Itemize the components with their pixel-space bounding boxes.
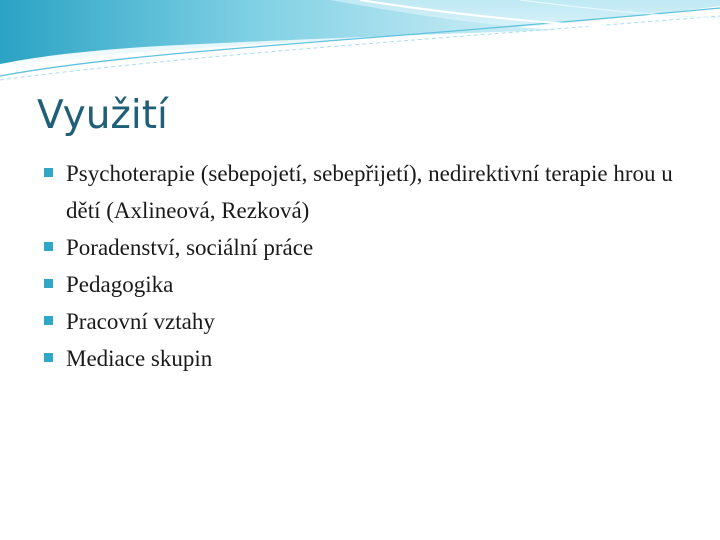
- list-item: [44, 155, 684, 229]
- list-item: [44, 340, 684, 377]
- square-bullet-icon: [44, 353, 53, 362]
- decorative-wave-banner: [0, 0, 720, 90]
- list-item-text: Mediace skupin: [66, 346, 213, 371]
- list-item: [44, 266, 684, 303]
- slide-title: Využití: [37, 93, 168, 138]
- list-item-text: Pedagogika: [66, 272, 174, 297]
- list-item: [44, 303, 684, 340]
- square-bullet-icon: [44, 168, 53, 177]
- list-item: [44, 229, 684, 266]
- square-bullet-icon: [44, 316, 53, 325]
- list-item-text: Psychoterapie (sebepojetí, sebepřijetí), nedirektivní terapie hrou u dětí (Axlineová, Rezková): [66, 161, 673, 223]
- square-bullet-icon: [44, 279, 53, 288]
- list-item-text: Pracovní vztahy: [66, 309, 215, 334]
- square-bullet-icon: [44, 242, 53, 251]
- list-item-text: Poradenství, sociální práce: [66, 235, 314, 260]
- bullet-list: [44, 155, 684, 377]
